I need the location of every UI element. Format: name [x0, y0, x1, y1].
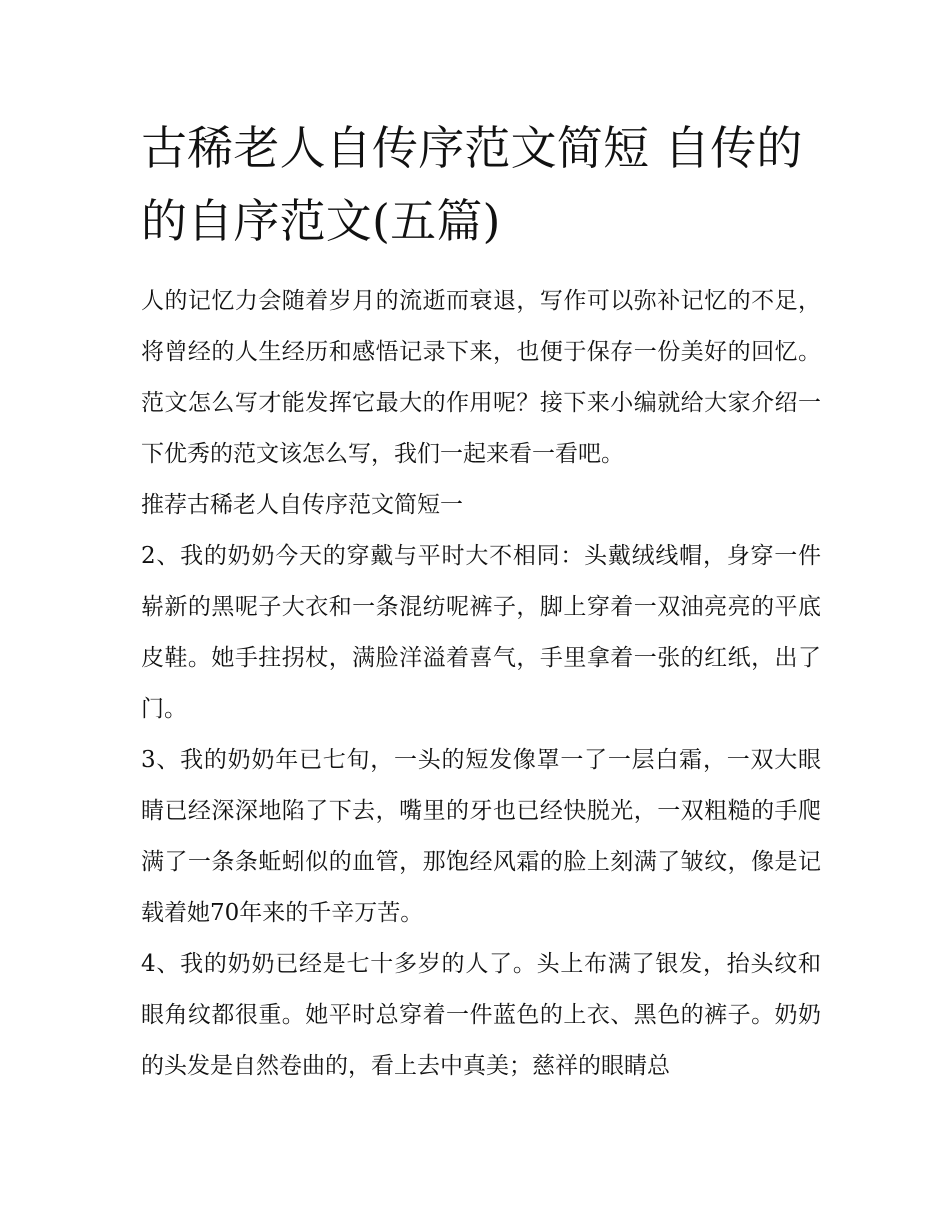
document-body: [141, 276, 821, 1092]
body-paragraph: 2、我的奶奶今天的穿戴与平时大不相同：头戴绒线帽，身穿一件崭新的黑呢子大衣和一条混纺呢裤子，脚上穿着一双油亮亮的平底皮鞋。她手拄拐杖，满脸洋溢着喜气，手里拿着一张的红纸，出了门。: [141, 543, 821, 722]
body-paragraph: 3、我的奶奶年已七旬，一头的短发像罩一了一层白霜，一双大眼睛已经深深地陷了下去，嘴里的牙也已经快脱光，一双粗糙的手爬满了一条条蚯蚓似的血管，那饱经风霜的脸上刻满了皱纹，像是记载着她70年来的千辛万苦。: [141, 747, 821, 926]
document-title: 古稀老人自传序范文简短 自传的的自序范文(五篇): [141, 121, 803, 248]
section-heading: 推荐古稀老人自传序范文简短一: [141, 492, 463, 518]
body-paragraph: 4、我的奶奶已经是七十多岁的人了。头上布满了银发，抬头纹和眼角纹都很重。她平时总穿着一件蓝色的上衣、黑色的裤子。奶奶的头发是自然卷曲的，看上去中真美；慈祥的眼睛总: [141, 951, 821, 1079]
intro-paragraph: 人的记忆力会随着岁月的流逝而衰退，写作可以弥补记忆的不足，将曾经的人生经历和感悟记录下来，也便于保存一份美好的回忆。范文怎么写才能发挥它最大的作用呢？接下来小编就给大家介绍一下优秀的范文该怎么写，我们一起来看一看吧。: [141, 288, 821, 467]
